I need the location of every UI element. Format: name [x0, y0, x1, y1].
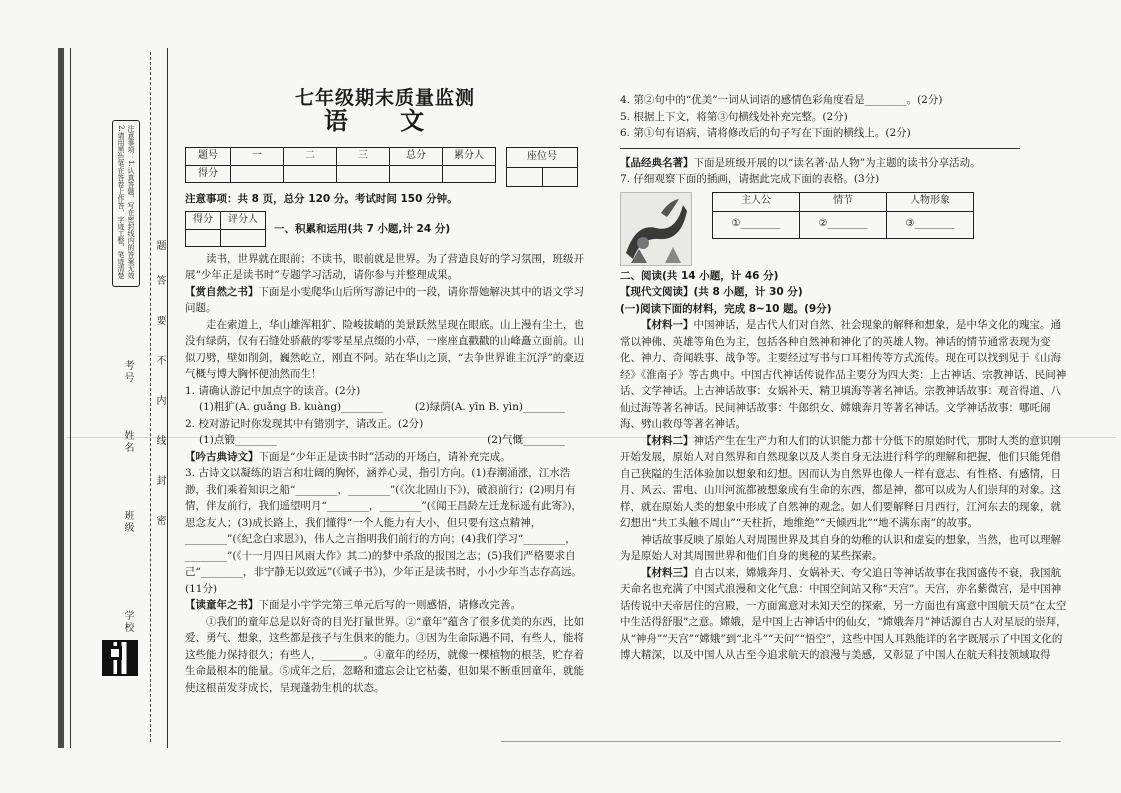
question-1-options [185, 399, 585, 416]
modern-reading-label: 【现代文阅读】(共 8 小题，计 30 分) [620, 286, 803, 298]
novel-illustration [620, 192, 692, 266]
binding-notice: 注意事项：1.认真答题，写在密封线内的答案无效 2.请用黑色笔在答卷上作答，字迹工整，笔迹清楚 [117, 125, 135, 279]
seal-word-6: 线 [154, 435, 165, 447]
exam-title: 七年级期末质量监测 [294, 87, 475, 109]
travel-passage: 走在索道上，华山雄浑粗犷、险峻拔峭的美景跃然呈现在眼底。山上漫有尘土，也没有绿荫，仅有石缝处骄蔽的零零星星点缀的小草，一座座直戳戳的山峰矗立面前。山似刀劈，壁如削剑，巍然屹立，刚直不阿。站在华山之顶，“去争世界谁主沉浮”的豪迈气概与博大胸怀便油然而生！ [185, 318, 585, 380]
char-table-header: 人物形象 [887, 192, 974, 211]
score-header: 三 [337, 148, 390, 166]
question-6: 6. 第①句有语病，请将修改后的句子写在下面的横线上。(2分) [620, 127, 911, 139]
score-area [185, 147, 585, 187]
page-bottom-rule [501, 741, 1061, 742]
seal-word-4: 不 [154, 355, 165, 367]
score-header: 总分 [390, 148, 443, 166]
seat-cell[interactable] [542, 167, 578, 186]
name-field-label: 姓名 [122, 430, 133, 454]
material-3-text: 自古以来，嫦娥奔月、女娲补天、夸父追日等神话故事在我国盛传不衰，我国航天命名也充满了中国式浪漫和文化气息：中国空间站又称“天宫”。天宫，亦名紫微宫，是中国神话传说中天帝居住的宫殿，一方面寓意对未知天空的探索，另一方面也有寓意中国航天员“在太空中生活得舒服”之意。嫦娥，是中国上古神话中的仙女，“嫦娥奔月”神话源自古人对星辰的崇拜，从“神舟”“天宫”“嫦娥”到“北斗”“天问”“悟空”，这些中国人耳熟能详的名字既展示了中国文化的博大精深，以及中国人从古至今追求航天的浪漫与美感，又彰显了中国人在航天科技领域取得 [620, 566, 1067, 661]
material-2-text: 神话产生在生产力和人们的认识能力都十分低下的原始时代，那时人类的意识刚开始发展，原始人对自然界和自然现象以及人类自身无法进行科学的理解和把握，他们只能凭借自己狭隘的生活体验加以想象和幻想。因而认为自然界也像人一样有意志、有性格、有感情，日月、风云、雷电、山川河流都被想象成有生命的东西，都是神，都可以成为人们崇拜的对象。这样，就在原始人类的想象中形成了自然神的观念。如人们要解释日月西行，江河东去的现象，就幻想出“共工头触不周山”“天柱折，地维绝”“天倾西北”“地不满东南”的故事。 [620, 434, 1061, 529]
material-2-label: 【材料二】 [641, 434, 694, 447]
q2-blank-b[interactable]: (2)气慨________ [487, 434, 565, 446]
question-2: 2. 校对游记时你发现其中有错别字，请改正。(2分) [185, 417, 424, 430]
section1-title: 一、积累和运用(共 7 小题,计 24 分) [274, 222, 451, 235]
reading-1-title: (一)阅读下面的材料，完成 8~10 题。(9分) [620, 302, 832, 315]
score-header: 累分人 [443, 148, 496, 166]
grader-score-label: 得分 [186, 212, 221, 230]
class-field-label: 班级 [122, 510, 133, 534]
material-3-label: 【材料三】 [641, 566, 694, 579]
seat-cell[interactable] [507, 167, 543, 186]
question-3: 3. 古诗文以凝练的语言和壮阔的胸怀，涵养心灵，指引方向。(1)春潮涌涨，江水浩渺，我们乘着知识之船“________，________”(《次北固山下》)，破浪前行；(2)明月有情，伴友前行，我们遥望明月“________，________”(《闻王昌龄左迁龙标遥有此寄》)，思念友人；(3)成长路上，我们懂得“一个人能力有大小，但只要有这点精神，________”(《纪念白求恩》)，伟人之言指明我们前行的方向；(4)我们学习“________，________”(《十一月四日风雨大作》其二)的梦中杀敌的报国之志；(5)我们严格要求自己“________，非宁静无以致远”(《诫子书》)，少年正是读书时，小小少年当志存高远。(11分) [185, 467, 582, 595]
qr-code [102, 640, 138, 676]
score-cell[interactable] [284, 165, 337, 183]
question-5: 5. 根据上下文，将第③句横线处补充完整。(2分) [620, 110, 848, 123]
part-b-label: 【吟古典诗文】 [185, 450, 259, 463]
dragon-illustration-icon [621, 193, 691, 265]
q1-option-b[interactable]: (2)绿荫(A. yīn B. yìn)________ [414, 401, 565, 413]
char-table-cell[interactable]: ③________ [887, 211, 974, 238]
char-table-header: 主人公 [713, 192, 800, 211]
reflection-passage: ①我们的童年总是以好奇的目光打量世界。②“童年”蕴含了很多优美的东西，比如爱、勇气、想象，这些都是孩子与生俱来的能力。③因为生命际遇不同，有些人，能将这些能力保持很久；有些人，________。④童年的经历，就像一棵植物的根茎，贮存着生命最根本的能量。⑤成年之后，忽略和遗忘会让它枯萎，但如果不断重回童年，就能使这根苗发芽成长，呈现蓬勃生机的状态。 [185, 615, 585, 694]
seal-word-5: 内 [154, 395, 165, 407]
char-table-cell[interactable]: ②________ [800, 211, 887, 238]
answer-line[interactable] [620, 148, 1020, 149]
score-cell[interactable] [231, 165, 284, 183]
question-4: 4. 第②句中的“优美”一词从词语的感情色彩角度看是________。(2分) [620, 94, 943, 106]
question-1: 1. 请确认游记中加点字的读音。(2分) [185, 384, 361, 397]
material-1-label: 【材料一】 [641, 319, 694, 331]
character-table [712, 192, 974, 239]
binding-notice-box [112, 120, 140, 287]
seat-number-table [506, 147, 578, 187]
seal-word-7: 封 [154, 475, 165, 487]
part-d-text: 下面是班级开展的以“读名著·品人物”为主题的读书分享活动。 [693, 156, 981, 169]
part-d-label: 【品经典名著】 [620, 156, 694, 169]
right-column [620, 92, 1070, 664]
question-2-blanks [185, 432, 585, 449]
notice-line: 注意事项：共 8 页，总分 120 分。考试时间 150 分钟。 [185, 192, 458, 205]
part-c-label: 【读童年之书】 [185, 599, 259, 611]
q2-blank-a[interactable]: (1)点锻________ [199, 434, 277, 446]
part-a-label: 【赏自然之书】 [185, 285, 259, 298]
part-b-text: 下面是“少年正是读书时”活动的开场白，请补充完成。 [258, 450, 511, 463]
score-cell[interactable] [337, 165, 390, 183]
score-table [185, 147, 496, 183]
left-column [185, 88, 585, 696]
score-cell[interactable] [390, 165, 443, 183]
score-cell[interactable] [443, 165, 496, 183]
seal-word-2: 答 [154, 275, 165, 287]
seal-word-3: 要 [154, 315, 165, 327]
section2-title: 二、阅读(共 14 小题，计 46 分) [620, 269, 779, 282]
grader-box [185, 211, 266, 247]
section1-header [185, 211, 585, 247]
illustration-row [620, 192, 1070, 266]
question-7: 7. 仔细观察下面的插画，请据此完成下面的表格。(3分) [620, 173, 880, 185]
scan-edge [58, 48, 64, 748]
score-header: 二 [284, 148, 337, 166]
score-row-label: 得分 [186, 165, 231, 183]
seal-word-8: 密 [154, 515, 165, 527]
seat-label: 座位号 [507, 148, 578, 168]
school-field-label: 学校 [122, 610, 133, 634]
grader-cell[interactable] [186, 229, 221, 246]
q1-option-a[interactable]: (1)粗犷(A. guǎng B. kuàng)________ [199, 401, 384, 413]
material-2-cont: 神话故事反映了原始人对周围世界及其自身的幼稚的认识和虚妄的想象，当然，也可以理解为是原始人对其周围世界和他们自身的奥秘的某些探索。 [620, 533, 1061, 562]
grader-label: 评分人 [221, 212, 266, 230]
grader-cell[interactable] [221, 229, 266, 246]
material-1-text: 中国神话，是古代人们对自然、社会现象的解释和想象，是中华文化的瑰宝。通常以神佛、英雄等角色为主，包括各种自然神和神化了的英雄人物。神话的情节通常表现为变化、神力、奇闻轶事、战争等。主要经过写书与口耳相传等方式流传。现在可以找到见于《山海经》《淮南子》等古典中。中国古代神话传说作品主要分为四大类：上古神话、宗教神话、民间神话、文学神话。上古神话故事：女娲补天、精卫填海等著名神话。宗教神话故事：观音得道、八仙过海等著名神话。民间神话故事：牛郎织女、嫦娥奔月等著名神话。文学神话故事：哪吒闹海、劈山救母等著名神话。 [620, 319, 1067, 430]
score-header: 题号 [186, 148, 231, 166]
part-c-text: 下面是小宇学完第三单元后写的一则感悟，请修改完善。 [258, 599, 521, 611]
char-table-cell[interactable]: ①________ [713, 211, 800, 238]
exam-no-field-label: 考号 [122, 360, 133, 384]
seal-word-1: 题 [154, 240, 165, 252]
score-header: 一 [231, 148, 284, 166]
exam-subject: 语 文 [323, 106, 447, 135]
char-table-header: 情节 [800, 192, 887, 211]
section1-intro: 读书，世界就在眼前；不读书，眼前就是世界。为了营造良好的学习氛围，班级开展“少年正是读书时”专题学习活动，请你参与并整理成果。 [185, 252, 584, 281]
part-a-text: 下面是小雯爬华山后所写游记中的一段，请你帮她解决其中的语文学习问题。 [185, 285, 584, 314]
